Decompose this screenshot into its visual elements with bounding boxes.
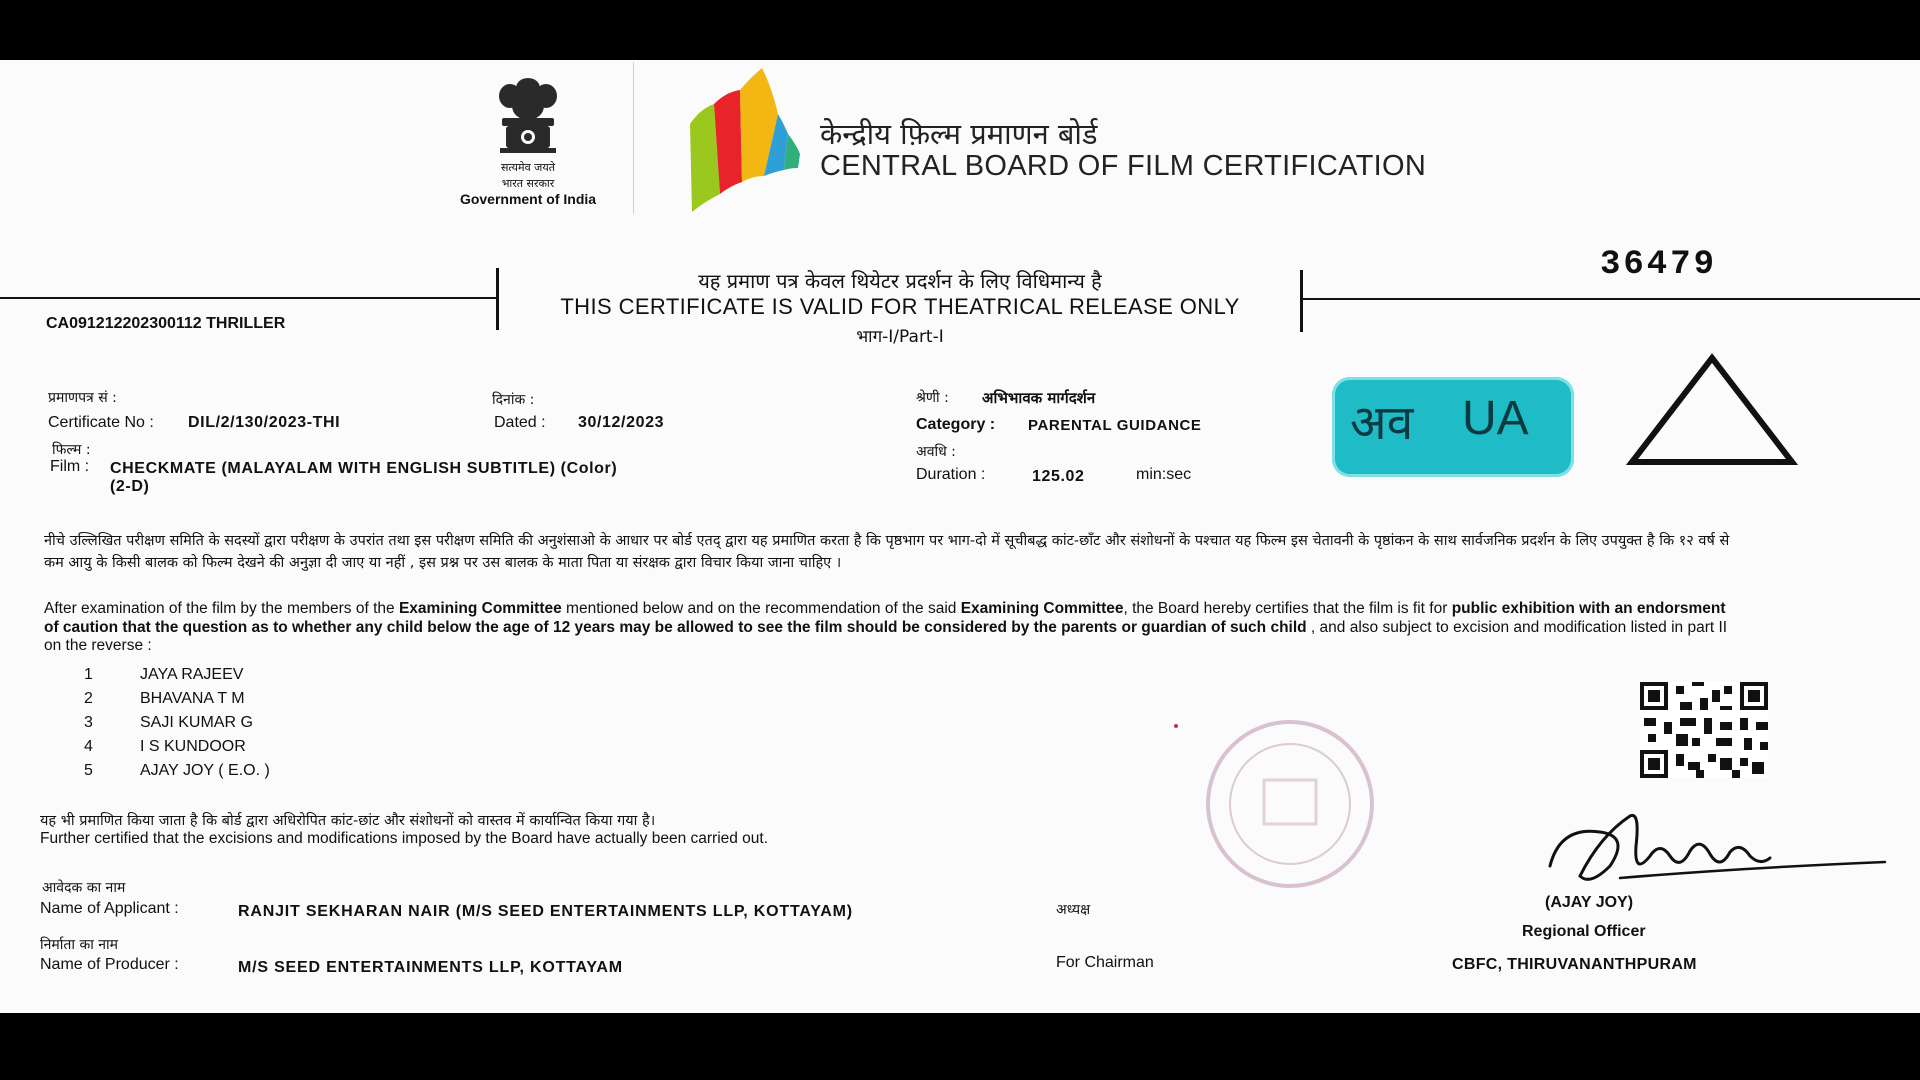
qr-code-icon bbox=[1640, 682, 1768, 778]
producer-label: Name of Producer : bbox=[40, 956, 179, 973]
band-tick-right bbox=[1300, 270, 1303, 332]
cert-no-label: Certificate No : bbox=[48, 414, 154, 431]
national-emblem-icon bbox=[480, 70, 576, 170]
list-item: 4 I S KUNDOOR bbox=[84, 738, 246, 755]
rating-english: UA bbox=[1462, 392, 1529, 445]
duration-hindi-label: अवधि : bbox=[916, 444, 956, 460]
film-format: (2-D) bbox=[110, 478, 150, 495]
category-hindi-label: श्रेणी : bbox=[916, 390, 949, 406]
validity-hindi: यह प्रमाण पत्र केवल थियेटर प्रदर्शन के लिए विधिमान्य है bbox=[698, 269, 1102, 293]
category-hindi-value: अभिभावक मार्गदर्शन bbox=[982, 389, 1096, 407]
list-item: 2 BHAVANA T M bbox=[84, 690, 245, 707]
further-certified-english: Further certified that the excisions and modifications imposed by the Board have actually been carried out. bbox=[40, 830, 769, 847]
date-hindi-label: दिनांक : bbox=[492, 392, 535, 408]
certification-text-english: After examination of the film by the members of the Examining Committee mentioned below and on the recommendation of the said Examining Committee, the Board hereby certifies that the film is fit for public exhibition with an endorsment of caution that the question as to whether any child below the age of 12 years may be allowed to see the film should be considered by the parents or guardian of such child , and also subject to excision and modification listed in part II on the reverse : bbox=[44, 600, 1728, 654]
applicant-hindi-label: आवेदक का नाम bbox=[42, 880, 126, 896]
certification-text-hindi: नीचे उल्लिखित परीक्षण समिति के सदस्यों द्वारा परीक्षण के उपरांत तथा इस परीक्षण समिति की अनुशंसाओ के आधार पर बोर्ड एतद् द्वारा यह प्रमाणित करता है कि पृष्ठभाग पर भाग-दो में सूचीबद्ध कांट-छाँट और संशोधनों के पश्चात यह फिल्म इस चेतावनी के पृष्ठांकन के साथ सार्वजनिक प्रदर्शन के लिए उपयुक्त है कि १२ वर्ष से कम आयु के किसी बालक को फिल्म देखने की अनुज्ञा दी जाए या नहीं , इस प्रश्न पर उस बालक के माता पिता या संरक्षक द्वारा विचार किया जाना चाहिए । bbox=[44, 533, 1730, 571]
cbfc-logo-icon bbox=[680, 64, 810, 214]
board-name-hindi: केन्द्रीय फ़िल्म प्रमाणन बोर्ड bbox=[820, 117, 1098, 151]
rating-hindi: अव bbox=[1350, 395, 1414, 451]
part-label: भाग-I/Part-I bbox=[856, 327, 944, 347]
duration-unit: min:sec bbox=[1136, 466, 1192, 483]
cert-no-value: DIL/2/130/2023-THI bbox=[188, 414, 341, 431]
duration-value: 125.02 bbox=[1032, 468, 1085, 485]
film-hindi-label: फिल्म : bbox=[52, 442, 91, 458]
further-certified-hindi: यह भी प्रमाणित किया जाता है कि बोर्ड द्वारा अधिरोपित कांट-छांट और संशोधनों को वास्तव में कार्यान्वित किया गया है। bbox=[40, 813, 656, 829]
ca-reference: CA091212202300112 THRILLER bbox=[46, 315, 286, 332]
committee-members-list bbox=[84, 666, 270, 786]
category-label: Category : bbox=[916, 416, 996, 433]
serial-number: 36479 bbox=[1600, 246, 1718, 284]
official-seal-stamp bbox=[1170, 714, 1410, 894]
band-line-left bbox=[0, 297, 496, 299]
list-item: 3 SAJI KUMAR G bbox=[84, 714, 253, 731]
chairman-hindi-label: अध्यक्ष bbox=[1056, 902, 1091, 918]
date-value: 30/12/2023 bbox=[578, 414, 665, 431]
producer-hindi-label: निर्माता का नाम bbox=[40, 937, 119, 953]
certificate-document bbox=[0, 60, 1920, 1013]
officer-signature bbox=[1540, 796, 1890, 896]
date-label: Dated : bbox=[494, 414, 546, 431]
emblem-hindi-label: भारत सरकार bbox=[501, 177, 555, 190]
validity-english: THIS CERTIFICATE IS VALID FOR THEATRICAL RELEASE ONLY bbox=[560, 294, 1240, 319]
rating-badge bbox=[1332, 377, 1574, 477]
officer-office: CBFC, THIRUVANANTHPURAM bbox=[1452, 956, 1697, 973]
list-item: 5 AJAY JOY ( E.O. ) bbox=[84, 762, 270, 779]
film-title: CHECKMATE (MALAYALAM WITH ENGLISH SUBTITLE) (Color) bbox=[110, 460, 618, 477]
applicant-label: Name of Applicant : bbox=[40, 900, 179, 917]
officer-title: Regional Officer bbox=[1522, 923, 1646, 940]
category-value: PARENTAL GUIDANCE bbox=[1028, 417, 1202, 434]
cert-no-hindi-label: प्रमाणपत्र सं : bbox=[48, 390, 117, 406]
chairman-label: For Chairman bbox=[1056, 954, 1154, 971]
header-divider bbox=[633, 62, 634, 214]
band-tick-left bbox=[496, 268, 499, 330]
producer-value: M/S SEED ENTERTAINMENTS LLP, KOTTAYAM bbox=[238, 959, 623, 976]
emblem-english-label: Government of India bbox=[459, 191, 597, 207]
duration-label: Duration : bbox=[916, 466, 986, 483]
board-name-english: CENTRAL BOARD OF FILM CERTIFICATION bbox=[820, 150, 1427, 182]
list-item: 1 JAYA RAJEEV bbox=[84, 666, 244, 683]
warning-triangle-icon bbox=[1626, 352, 1798, 468]
officer-name: (AJAY JOY) bbox=[1545, 894, 1634, 911]
band-line-right bbox=[1300, 298, 1920, 300]
emblem-motto: सत्यमेव जयते bbox=[500, 161, 555, 174]
applicant-value: RANJIT SEKHARAN NAIR (M/S SEED ENTERTAINMENTS LLP, KOTTAYAM) bbox=[238, 903, 853, 920]
film-label: Film : bbox=[50, 458, 90, 475]
